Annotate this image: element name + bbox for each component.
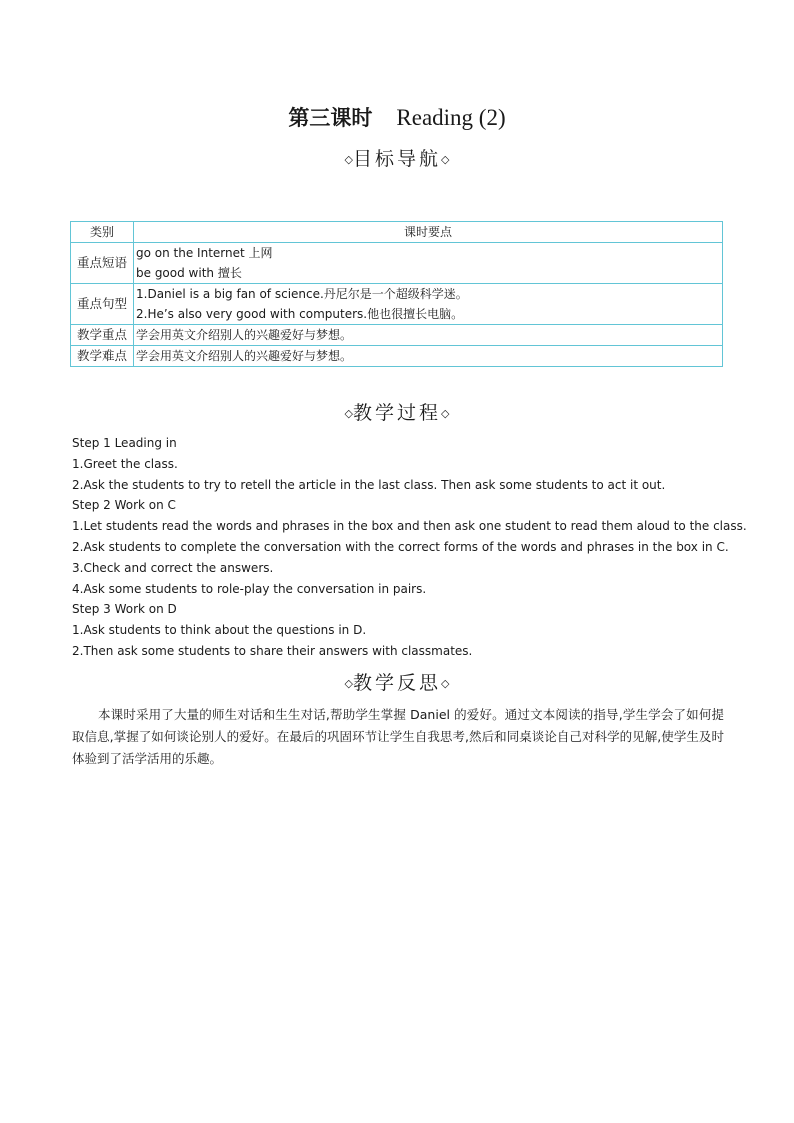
row-category: 重点句型 <box>71 284 134 325</box>
header-key-points: 课时要点 <box>134 222 723 243</box>
row-content <box>134 346 723 367</box>
step-item: 1.Greet the class. <box>72 456 178 471</box>
page-title <box>0 102 794 135</box>
section-heading-goals <box>0 146 794 173</box>
step-item: 2.Ask students to complete the conversation with the correct forms of the words and phrases in the box in C. <box>72 539 729 554</box>
table-row <box>71 325 723 346</box>
diamond-right-icon: ◇ <box>441 153 450 166</box>
step-heading: Step 1 Leading in <box>72 436 177 450</box>
row-content <box>134 243 723 284</box>
step-item: 1.Ask students to think about the questions in D. <box>72 623 367 638</box>
section-title-reflection: 教学反思 <box>352 672 441 694</box>
step-item: 1.Let students read the words and phrases in the box and then ask one student to read them aloud to the class. <box>72 519 747 534</box>
step-item: 2.Ask the students to try to retell the article in the last class. Then ask some students to act it out. <box>72 477 666 492</box>
row-category: 教学难点 <box>71 346 134 367</box>
table-header-row <box>71 222 723 243</box>
section-heading-reflection <box>0 670 794 697</box>
lesson-name: Reading (2) <box>396 105 506 130</box>
diamond-right-icon: ◇ <box>441 407 450 420</box>
process-steps <box>72 433 747 662</box>
header-category: 类别 <box>71 222 134 243</box>
table-row <box>71 284 723 325</box>
diamond-left-icon: ◇ <box>344 677 353 690</box>
table-row <box>71 243 723 284</box>
step-heading: Step 2 Work on C <box>72 498 176 513</box>
row-line: 学会用英文介绍别人的兴趣爱好与梦想。 <box>136 328 353 342</box>
step-heading: Step 3 Work on D <box>72 602 177 617</box>
row-line: 学会用英文介绍别人的兴趣爱好与梦想。 <box>136 349 353 363</box>
row-line: go on the Internet 上网 <box>136 246 273 260</box>
section-title-process: 教学过程 <box>352 402 441 424</box>
goals-table <box>70 221 723 367</box>
step-item: 4.Ask some students to role-play the conversation in pairs. <box>72 581 427 596</box>
step-item: 2.Then ask some students to share their answers with classmates. <box>72 643 473 658</box>
step-item: 3.Check and correct the answers. <box>72 560 274 575</box>
row-category: 教学重点 <box>71 325 134 346</box>
row-content <box>134 325 723 346</box>
diamond-right-icon: ◇ <box>441 677 450 690</box>
row-line: be good with 擅长 <box>136 266 242 280</box>
lesson-number: 第三课时 <box>288 106 373 130</box>
row-category: 重点短语 <box>71 243 134 284</box>
diamond-left-icon: ◇ <box>344 407 353 420</box>
reflection-paragraph: 本课时采用了大量的师生对话和生生对话,帮助学生掌握 Daniel 的爱好。通过文本阅读的指导,学生学会了如何提取信息,掌握了如何谈论别人的爱好。在最后的巩固环节让学生自我思考,然后和同桌谈论自己对科学的见解,使学生及时体验到了活学活用的乐趣。 <box>72 707 724 766</box>
diamond-left-icon: ◇ <box>344 153 353 166</box>
section-heading-process <box>0 400 794 427</box>
row-line: 2.He’s also very good with computers.他也很擅长电脑。 <box>136 307 464 321</box>
table-row <box>71 346 723 367</box>
section-title-goals: 目标导航 <box>352 148 441 170</box>
row-content <box>134 284 723 325</box>
row-line: 1.Daniel is a big fan of science.丹尼尔是一个超级科学迷。 <box>136 287 468 301</box>
